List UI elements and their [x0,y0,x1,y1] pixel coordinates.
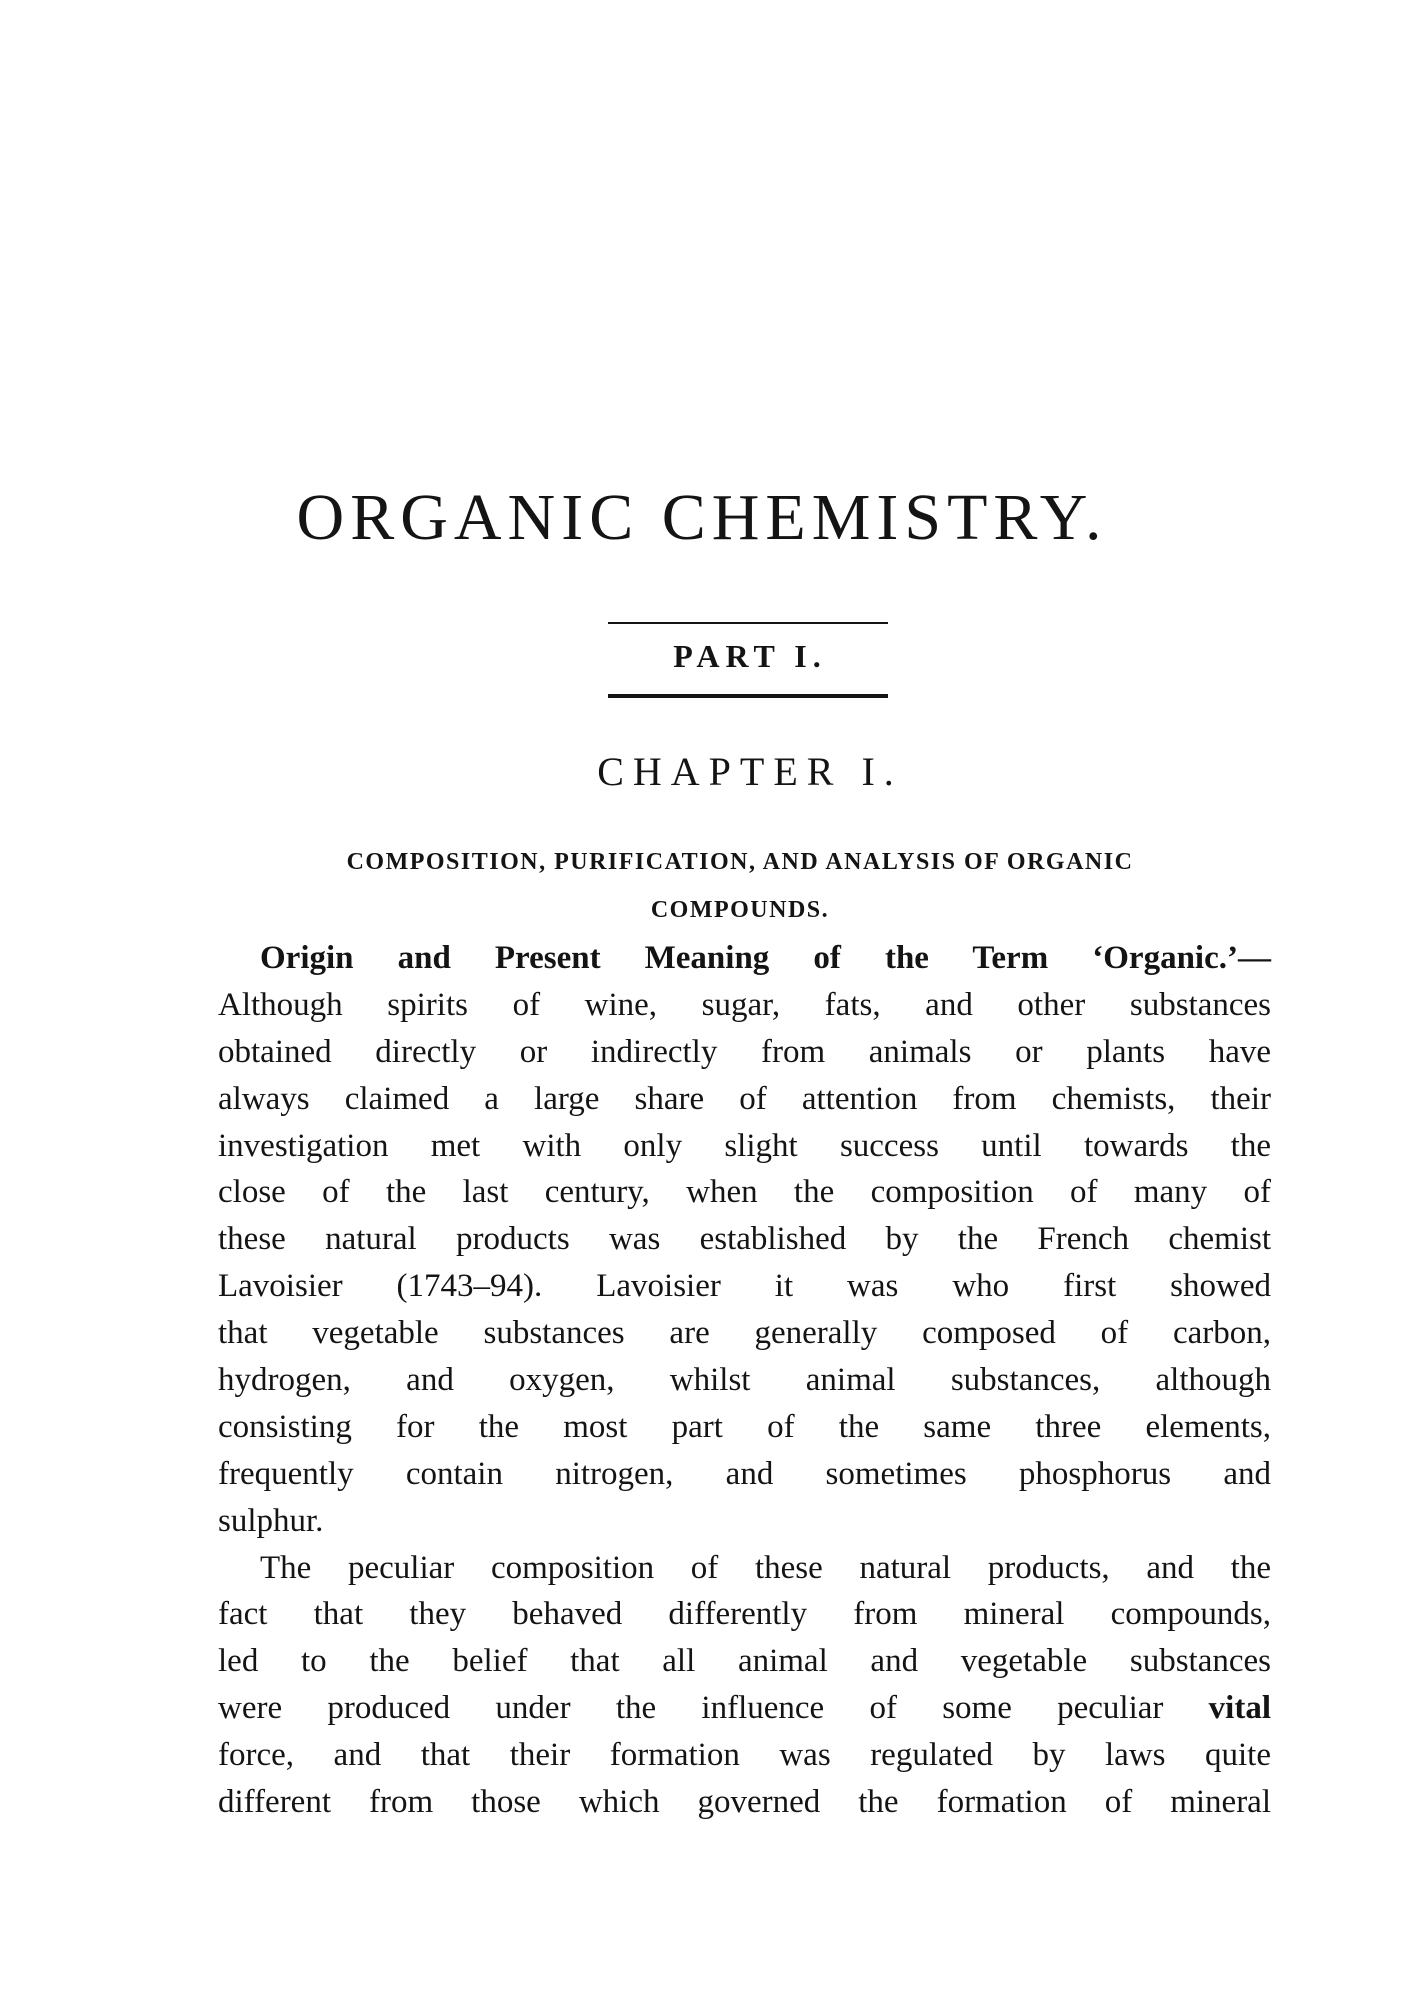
text-line [218,1685,1271,1732]
text-line: force, and that their formation was regulated by laws quite [218,1737,1271,1774]
text-line [218,935,1271,982]
text-line: frequently contain nitrogen, and sometimes phosphorus and [218,1455,1271,1492]
rule-below-part [608,694,888,698]
book-title: ORGANIC CHEMISTRY. [296,481,1108,554]
text-line: different from those which governed the formation of mineral [218,1784,1271,1821]
text-line: consisting for the most part of the same three elements, [218,1408,1271,1445]
text-line: these natural products was established by the French chemist [218,1221,1271,1258]
emphasis-vital: vital [1208,1690,1271,1727]
body-text [218,935,1271,1826]
chapter-subtitle-line: COMPOUNDS. [650,897,830,923]
part-heading: PART I. [673,638,827,674]
chapter-subtitle-line: COMPOSITION, PURIFICATION, AND ANALYSIS OF ORGANIC [346,849,1134,875]
chapter-subtitle [220,838,1260,934]
text-line: investigation met with only slight success until towards the [218,1127,1271,1164]
text-line: always claimed a large share of attention from chemists, their [218,1080,1271,1117]
section-run-in-heading: Origin and Present Meaning of the Term ‘Organic.’— [260,940,1271,976]
text-line: sulphur. [218,1502,324,1539]
text-line: The peculiar composition of these natural products, and the [260,1549,1271,1586]
text-line: Although spirits of wine, sugar, fats, and other substances [218,986,1271,1023]
chapter-heading: CHAPTER I. [597,749,903,794]
text-line: close of the last century, when the composition of many of [218,1174,1271,1211]
text-line: led to the belief that all animal and vegetable substances [218,1643,1271,1680]
text-line: obtained directly or indirectly from animals or plants have [218,1033,1271,1070]
text-line: that vegetable substances are generally composed of carbon, [218,1315,1271,1352]
text-line: hydrogen, and oxygen, whilst animal substances, although [218,1362,1271,1399]
text-line: Lavoisier (1743–94). Lavoisier it was who first showed [218,1268,1271,1305]
text-line: fact that they behaved differently from mineral compounds, [218,1596,1271,1633]
rule-above-part [608,622,888,624]
text-fragment: were produced under the influence of some peculiar [218,1690,1209,1727]
